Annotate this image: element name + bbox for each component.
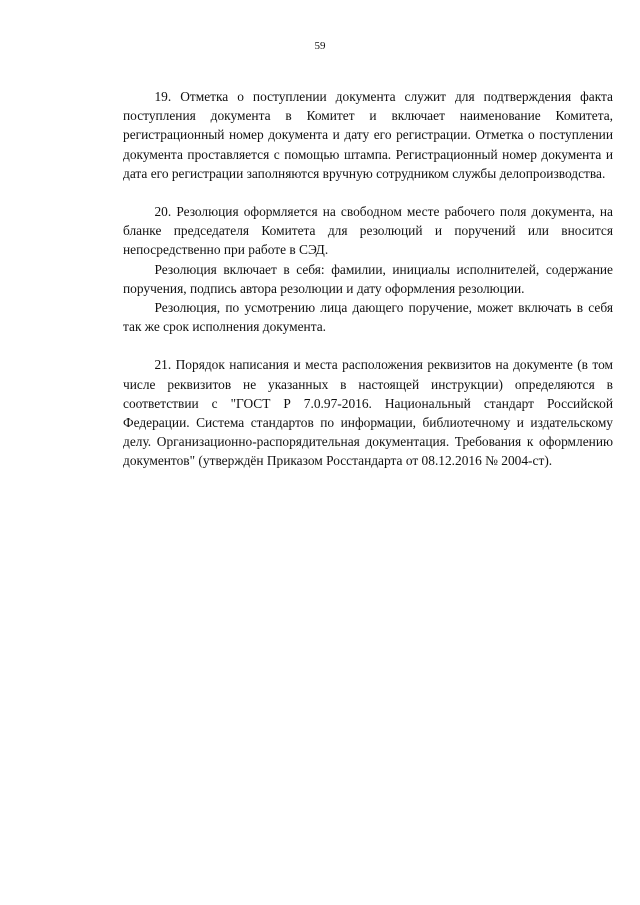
paragraph-19: 19. Отметка о поступлении документа служит для подтверждения факта поступления документа в Комитет и включает наименование Комитета, регистрационный номер документа и дату его регистрации. Отметка о поступлении документа проставляется с помощью штампа. Регистрационный номер документа и дата его регистрации заполняются вручную сотрудником службы делопроизводства. <box>123 89 613 181</box>
paragraph-20-resolution-deadline: Резолюция, по усмотрению лица дающего поручение, может включать в себя так же срок исполнения документа. <box>123 300 613 335</box>
paragraph-20: 20. Резолюция оформляется на свободном месте рабочего поля документа, на бланке председателя Комитета для резолюций и поручений или вносится непосредственно при работе в СЭД. <box>123 204 613 258</box>
paragraph-21: 21. Порядок написания и места расположения реквизитов на документе (в том числе реквизитов не указанных в настоящей инструкции) определяются в соответствии с "ГОСТ Р 7.0.97-2016. Национальный стандарт Российской Федерации. Система стандартов по информации, библиотечному и издательскому делу. Организационно-распорядительная документация. Требования к оформлению документов" (утверждён Приказом Росстандарта от 08.12.2016 № 2004-ст). <box>123 357 613 469</box>
document-body <box>123 87 613 471</box>
paragraph-spacer <box>123 183 613 202</box>
page-number: 59 <box>314 40 326 52</box>
paragraph-20-resolution-contents: Резолюция включает в себя: фамилии, инициалы исполнителей, содержание поручения, подпись автора резолюции и дату оформления резолюции. <box>123 261 613 296</box>
paragraph-spacer <box>123 336 613 355</box>
